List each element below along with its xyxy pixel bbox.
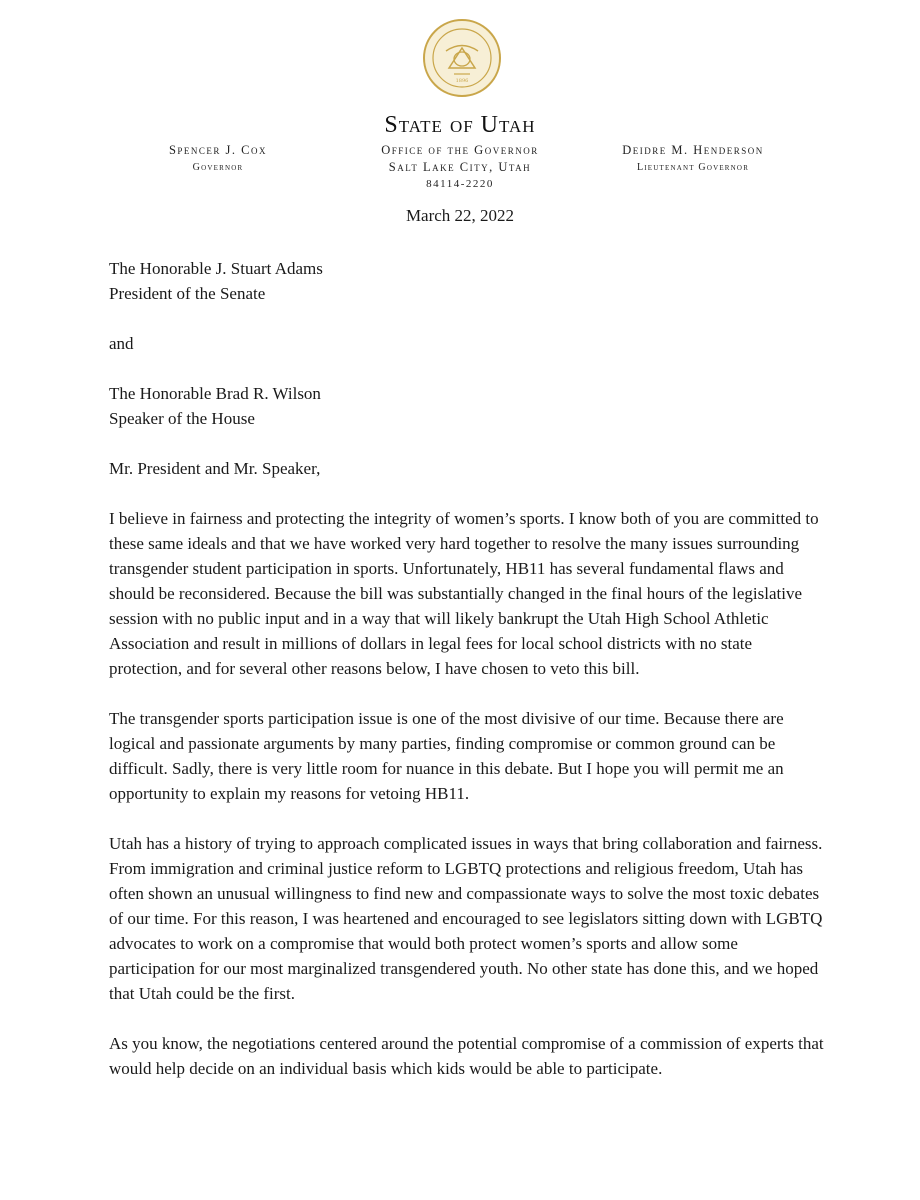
addressee-1-name: The Honorable J. Stuart Adams bbox=[109, 259, 323, 278]
office-zip: 84114-2220 bbox=[426, 178, 494, 190]
addressee-1-title: President of the Senate bbox=[109, 284, 266, 303]
governor-name: Spencer J. Cox bbox=[168, 143, 268, 157]
paragraph-3: Utah has a history of trying to approach complicated issues in ways that bring collaboration and fairness. From immigration and criminal justice reform to LGBTQ protections and religious freedom, Utah has often shown an unusual willingness to find new and compassionate ways to solve the most toxic debates of our time. For this reason, I was heartened and encouraged to see legislators sitting down with LGBTQ advocates to work on a compromise that would both protect women’s sports and allow some participation for our most marginalized transgendered youth. No other state has done this, and we hoped that Utah could be the first. bbox=[109, 834, 823, 1003]
paragraph-4: As you know, the negotiations centered around the potential compromise of a commission of experts that would help decide on an individual basis which kids would be able to participate. bbox=[109, 1034, 824, 1078]
salutation: Mr. President and Mr. Speaker, bbox=[109, 459, 321, 478]
paragraph-1: I believe in fairness and protecting the integrity of women’s sports. I know both of you are committed to these same ideals and that we have worked very hard together to resolve the many issues surrounding transgender student participation in sports. Unfortunately, HB11 has several fundamental flaws and should be reconsidered. Because the bill was substantially changed in the final hours of the legislative session with no public input and in a way that will likely bankrupt the Utah High School Athletic Association and result in millions of dollars in legal fees for local school districts with no state protection, and for several other reasons below, I have chosen to veto this bill. bbox=[109, 509, 819, 678]
governor-role: Governor bbox=[192, 162, 244, 173]
lieutenant-governor-role: Lieutenant Governor bbox=[636, 162, 750, 173]
letter-date: March 22, 2022 bbox=[405, 206, 515, 225]
office-address bbox=[330, 142, 590, 193]
office-line2: Salt Lake City, Utah bbox=[388, 160, 532, 174]
addressee-2-title: Speaker of the House bbox=[109, 409, 255, 428]
office-line1: Office of the Governor bbox=[381, 143, 539, 157]
letterhead-title: State of Utah bbox=[384, 112, 536, 138]
state-seal-icon bbox=[422, 18, 502, 98]
addressee-2-name: The Honorable Brad R. Wilson bbox=[109, 384, 321, 403]
lieutenant-governor-name: Deidre M. Henderson bbox=[622, 143, 764, 157]
lieutenant-governor-block bbox=[598, 142, 788, 176]
addressee-conjunction: and bbox=[109, 334, 134, 353]
governor-block bbox=[148, 142, 288, 176]
letter-body bbox=[109, 256, 825, 1081]
paragraph-2: The transgender sports participation issue is one of the most divisive of our time. Because there are logical and passionate arguments by many parties, finding compromise or common ground can be difficult. Sadly, there is very little room for nuance in this debate. But I hope you will permit me an opportunity to explain my reasons for vetoing HB11. bbox=[109, 709, 784, 803]
svg-text:1896: 1896 bbox=[455, 78, 469, 84]
